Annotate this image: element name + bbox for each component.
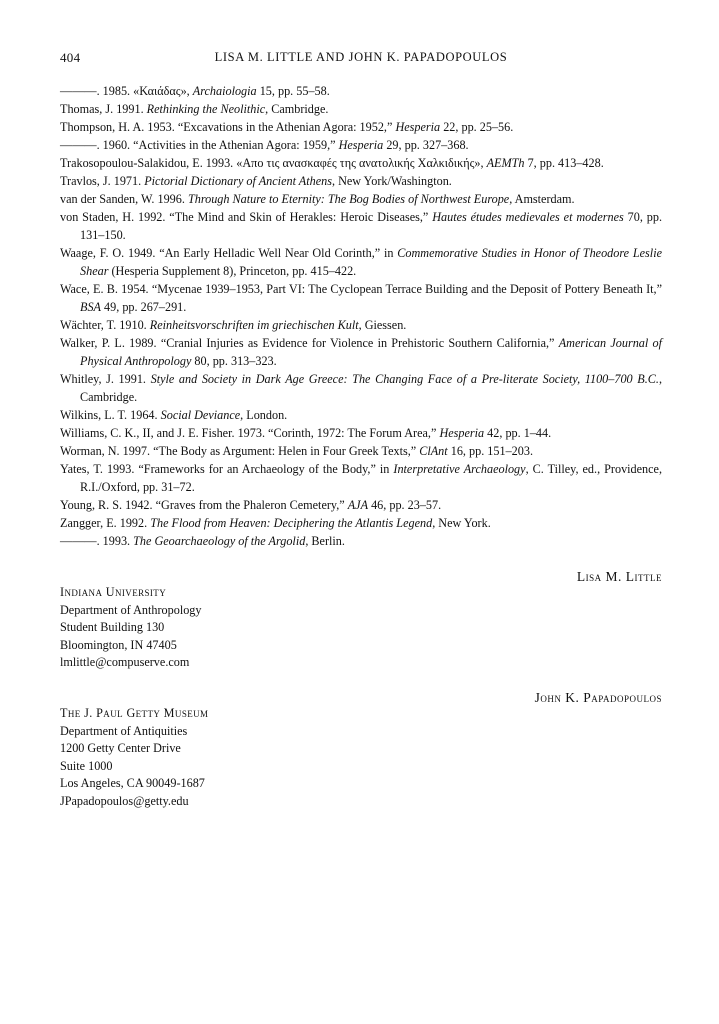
reference-text: Thomas, J. 1991. — [60, 102, 147, 116]
reference-text: Whitley, J. 1991. — [60, 372, 151, 386]
reference-entry — [60, 316, 662, 334]
reference-text: 46, pp. 23–57. — [368, 498, 442, 512]
reference-text: , Giessen. — [358, 318, 407, 332]
affiliation-papadopoulos — [60, 705, 208, 811]
reference-entry — [60, 172, 662, 190]
reference-title: Archaiologia — [192, 84, 257, 98]
reference-title: The Geoarchaeology of the Argolid — [133, 534, 306, 548]
reference-text: , New York. — [432, 516, 491, 530]
reference-text: Zangger, E. 1992. — [60, 516, 151, 530]
reference-entry — [60, 442, 662, 460]
reference-title: American Journal of Physical Anthropology — [80, 336, 663, 368]
reference-title: Pictorial Dictionary of Ancient Athens — [144, 174, 332, 188]
reference-text: 16, pp. 151–203. — [447, 444, 533, 458]
reference-title: ClAnt — [419, 444, 448, 458]
page-header — [60, 50, 662, 70]
reference-text: Williams, C. K., II, and J. E. Fisher. 1973. “Corinth, 1972: The Forum Area,” — [60, 426, 440, 440]
author-name-little: Lisa M. Little — [576, 569, 662, 584]
reference-entry — [60, 244, 662, 280]
reference-text: , C. Tilley, ed., Providence, R.I./Oxford, pp. 31–72. — [80, 462, 663, 494]
reference-entry — [60, 424, 662, 442]
reference-text: 80, pp. 313–323. — [191, 354, 277, 368]
reference-title: Commemorative Studies in Honor of Theodore Leslie Shear — [80, 246, 662, 278]
reference-entry — [60, 532, 662, 550]
reference-title: Hesperia — [439, 426, 485, 440]
institution-name: The J. Paul Getty Museum — [60, 706, 209, 720]
reference-text: 15, pp. 55–58. — [256, 84, 330, 98]
reference-text: , New York/Washington. — [331, 174, 452, 188]
reference-text: Yates, T. 1993. “Frameworks for an Archaeology of the Body,” in — [60, 462, 394, 476]
running-head: LISA M. LITTLE AND JOHN K. PAPADOPOULOS — [214, 50, 508, 64]
address-line: Student Building 130 — [60, 620, 165, 635]
reference-title: BSA — [80, 300, 101, 314]
page-number: 404 — [60, 50, 81, 65]
reference-title: The Flood from Heaven: Deciphering the Atlantis Legend — [150, 516, 433, 530]
reference-entry — [60, 334, 662, 370]
affiliation-little — [60, 584, 201, 672]
reference-text: van der Sanden, W. 1996. — [60, 192, 188, 206]
reference-title: Social Deviance — [160, 408, 241, 422]
reference-title: Hesperia — [395, 120, 441, 134]
reference-title: Hautes études medievales et modernes — [432, 210, 624, 224]
reference-text: Wace, E. B. 1954. “Mycenae 1939–1953, Part VI: The Cyclopean Terrace Building and the Deposit of Pottery Beneath It,” — [60, 282, 662, 296]
reference-title: Hesperia — [338, 138, 384, 152]
reference-text: 70, pp. 131–150. — [80, 210, 662, 242]
reference-text: 29, pp. 327–368. — [383, 138, 469, 152]
reference-text: Thompson, H. A. 1953. “Excavations in the Athenian Agora: 1952,” — [60, 120, 396, 134]
reference-text: 49, pp. 267–291. — [100, 300, 187, 314]
reference-entry — [60, 100, 662, 118]
address-line: Department of Antiquities — [60, 723, 188, 738]
reference-text: 7, pp. 413–428. — [524, 156, 604, 170]
reference-text: ———. 1993. — [60, 534, 134, 548]
reference-text: ———. 1960. “Activities in the Athenian Agora: 1959,” — [60, 138, 339, 152]
email-address: JPapadopoulos@getty.edu — [60, 793, 189, 808]
reference-text: Wilkins, L. T. 1964. — [60, 408, 161, 422]
reference-text: Walker, P. L. 1989. “Cranial Injuries as Evidence for Violence in Prehistoric Southern California,” — [60, 336, 559, 350]
reference-text: von Staden, H. 1992. “The Mind and Skin of Herakles: Heroic Diseases,” — [60, 210, 433, 224]
reference-entry — [60, 82, 662, 100]
institution-name: Indiana University — [60, 585, 167, 599]
reference-text: Young, R. S. 1942. “Graves from the Phaleron Cemetery,” — [60, 498, 348, 512]
reference-text: 42, pp. 1–44. — [484, 426, 552, 440]
address-line: Department of Anthropology — [60, 602, 202, 617]
reference-text: (Hesperia Supplement 8), Princeton, pp. 415–422. — [108, 264, 357, 278]
reference-text: , Cambridge. — [80, 372, 662, 404]
author-name-papadopoulos: John K. Papadopoulos — [534, 690, 662, 705]
reference-text: ———. 1985. «Καιάδας», — [60, 84, 193, 98]
address-line: Bloomington, IN 47405 — [60, 637, 177, 652]
reference-title: Reinheitsvorschriften im griechischen Kult — [149, 318, 359, 332]
reference-entry — [60, 118, 662, 136]
reference-entry — [60, 136, 662, 154]
reference-entry — [60, 190, 662, 208]
address-line: 1200 Getty Center Drive — [60, 741, 181, 756]
reference-entry — [60, 496, 662, 514]
reference-text: Worman, N. 1997. “The Body as Argument: Helen in Four Greek Texts,” — [60, 444, 420, 458]
reference-text: Waage, F. O. 1949. “An Early Helladic Well Near Old Corinth,” in — [60, 246, 398, 260]
reference-title: Through Nature to Eternity: The Bog Bodies of Northwest Europe — [187, 192, 510, 206]
reference-entry — [60, 406, 662, 424]
reference-title: AEMTh — [486, 156, 525, 170]
address-line: Los Angeles, CA 90049-1687 — [60, 776, 205, 791]
reference-entry — [60, 280, 662, 316]
reference-text: 22, pp. 25–56. — [440, 120, 514, 134]
reference-title: Style and Society in Dark Age Greece: The Changing Face of a Pre-literate Society, 1100–700 B.C. — [150, 372, 659, 386]
reference-text: Trakosopoulou-Salakidou, E. 1993. «Απο τις ανασκαφές της ανατολικής Χαλκιδικής», — [60, 156, 487, 170]
reference-entry — [60, 208, 662, 244]
reference-text: , Cambridge. — [265, 102, 329, 116]
reference-entry — [60, 514, 662, 532]
reference-text: , London. — [240, 408, 288, 422]
reference-text: , Amsterdam. — [509, 192, 575, 206]
reference-title: Interpretative Archaeology — [393, 462, 526, 476]
reference-entry — [60, 370, 662, 406]
reference-text: Travlos, J. 1971. — [60, 174, 145, 188]
reference-list — [60, 82, 662, 550]
reference-title: AJA — [347, 498, 369, 512]
address-line: Suite 1000 — [60, 758, 113, 773]
reference-text: , Berlin. — [305, 534, 345, 548]
reference-entry — [60, 154, 662, 172]
reference-text: Wächter, T. 1910. — [60, 318, 150, 332]
email-address: lmlittle@compuserve.com — [60, 655, 190, 670]
reference-entry — [60, 460, 662, 496]
reference-title: Rethinking the Neolithic — [146, 102, 266, 116]
